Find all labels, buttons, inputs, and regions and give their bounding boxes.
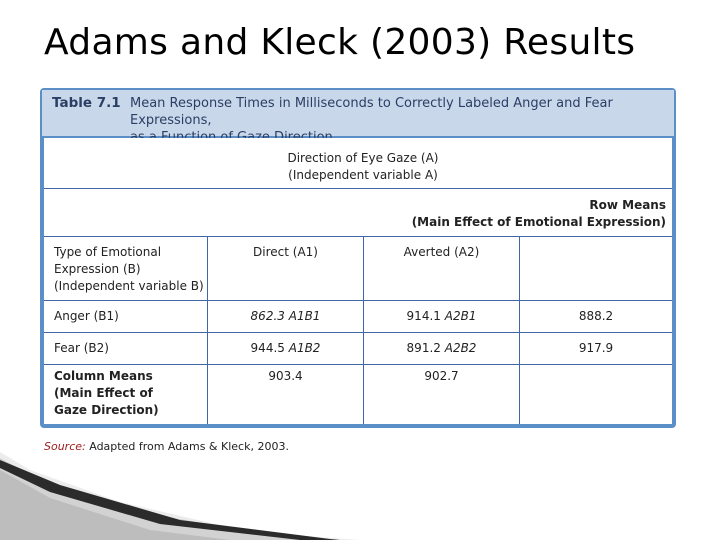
row-means-line-1: Row Means <box>589 198 666 212</box>
column-means-line-2: (Main Effect of <box>54 386 153 400</box>
factor-a-header <box>208 150 518 184</box>
column-header-averted: Averted (A2) <box>403 245 480 259</box>
cell-code: A2B1 <box>444 309 477 323</box>
cell-value: 891.2 <box>406 341 441 355</box>
cell-anger-averted <box>364 308 519 325</box>
column-means-line-1: Column Means <box>54 369 153 383</box>
cell-code: A1B1 <box>288 309 321 323</box>
factor-a-line-2: (Independent variable A) <box>288 168 438 182</box>
divider <box>44 236 672 237</box>
divider <box>207 236 208 424</box>
row-label-anger: Anger (B1) <box>54 309 119 323</box>
column-mean-averted: 902.7 <box>424 369 459 383</box>
cell-code: A2B2 <box>444 341 477 355</box>
factor-a-line-1: Direction of Eye Gaze (A) <box>287 151 439 165</box>
column-means-line-3: Gaze Direction) <box>54 403 159 417</box>
divider <box>44 332 672 333</box>
factor-b-line-3: (Independent variable B) <box>54 279 204 293</box>
column-means-label <box>54 368 206 419</box>
factor-b-line-1: Type of Emotional <box>54 245 162 259</box>
divider <box>519 236 520 424</box>
row-means-header <box>380 197 666 231</box>
table-label: Table 7.1 <box>52 95 121 111</box>
source-text: Adapted from Adams & Kleck, 2003. <box>89 440 289 453</box>
source-label: Source: <box>44 440 86 453</box>
row-mean-anger: 888.2 <box>578 309 614 323</box>
slide-title: Adams and Kleck (2003) Results <box>44 22 636 63</box>
cell-anger-direct <box>208 308 363 325</box>
factor-b-header <box>54 244 206 295</box>
row-means-line-2: (Main Effect of Emotional Expression) <box>411 215 666 229</box>
cell-code: A1B2 <box>288 341 321 355</box>
cell-value: 944.5 <box>250 341 285 355</box>
cell-value: 914.1 <box>406 309 441 323</box>
column-header-direct: Direct (A1) <box>253 245 318 259</box>
decorative-swoosh <box>0 440 360 540</box>
factor-b-line-2: Expression (B) <box>54 262 141 276</box>
cell-fear-direct <box>208 340 363 357</box>
row-label-fear: Fear (B2) <box>54 341 109 355</box>
divider <box>44 364 672 365</box>
cell-fear-averted <box>364 340 519 357</box>
divider <box>363 236 364 424</box>
divider <box>44 188 672 189</box>
caption-line-1: Mean Response Times in Milliseconds to Correctly Labeled Anger and Fear Expressions, <box>130 96 613 128</box>
cell-value: 862.3 <box>250 309 285 323</box>
row-mean-fear: 917.9 <box>578 341 614 355</box>
divider <box>44 300 672 301</box>
column-mean-direct: 903.4 <box>268 369 303 383</box>
